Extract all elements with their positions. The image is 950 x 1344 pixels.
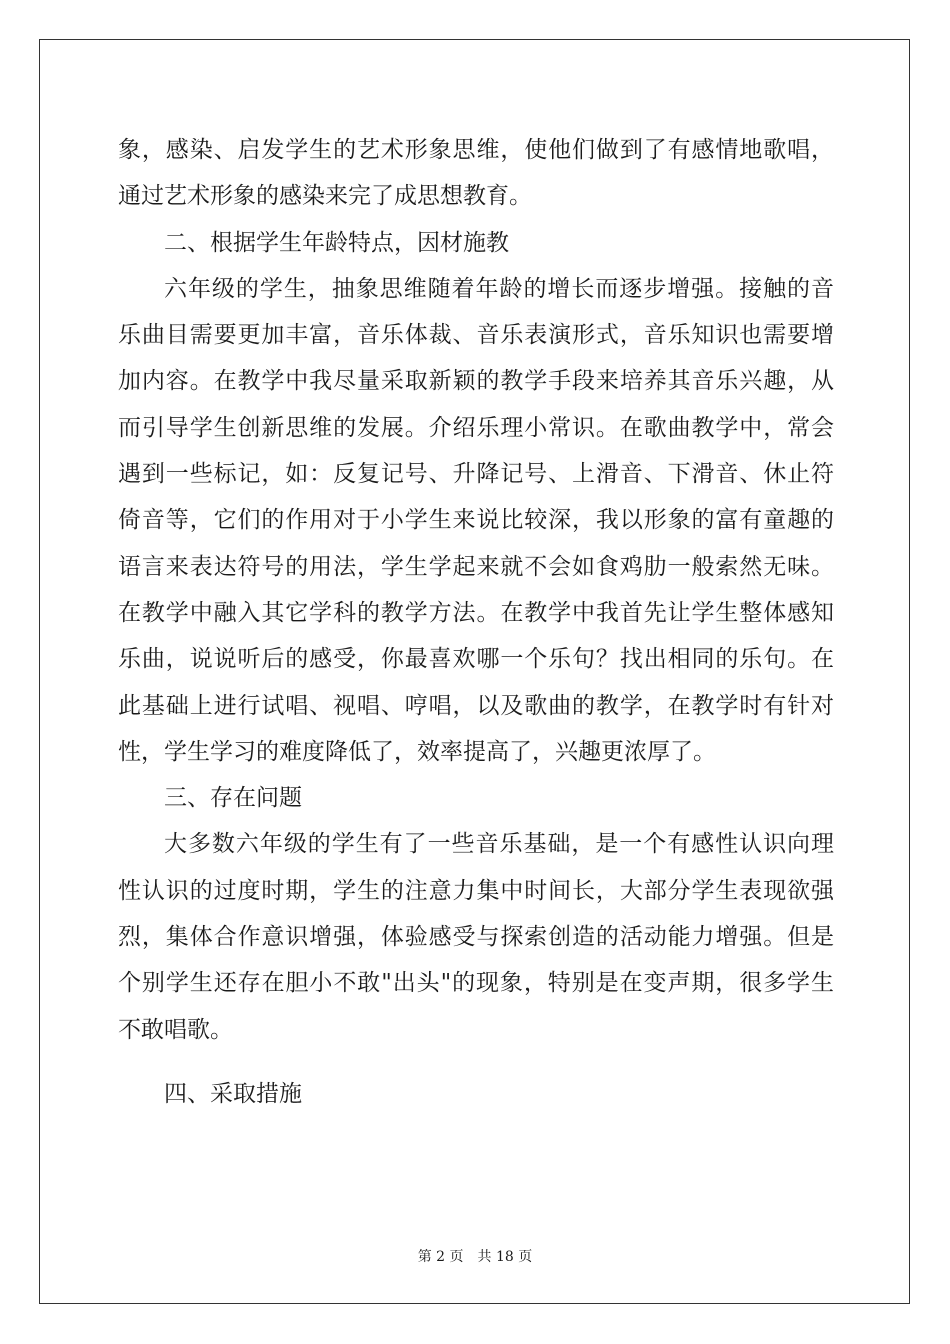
section-heading: 二、根据学生年龄特点，因材施教 (164, 229, 509, 256)
page-footer (0, 1246, 950, 1266)
section-heading: 四、采取措施 (164, 1080, 302, 1107)
page-total: 共 18 页 (477, 1249, 533, 1265)
text-line: 遇到一些标记，如：反复记号、升降记号、上滑音、下滑音、休止符 (118, 461, 834, 488)
page-number: 第 2 页 (417, 1249, 464, 1265)
text-line: 语言来表达符号的用法，学生学起来就不会如食鸡肋一般索然无味。 (118, 553, 834, 580)
document-body (118, 127, 834, 1117)
text-line: 通过艺术形象的感染来完了成思想教育。 (118, 183, 532, 210)
text-line: 加内容。在教学中我尽量采取新颖的教学手段来培养其音乐兴趣，从 (118, 368, 834, 395)
text-line: 在教学中融入其它学科的教学方法。在教学中我首先让学生整体感知 (118, 599, 834, 626)
text-line: 性，学生学习的难度降低了，效率提高了，兴趣更浓厚了。 (118, 738, 716, 765)
text-line: 乐曲，说说听后的感受，你最喜欢哪一个乐句？找出相同的乐句。在 (118, 646, 834, 673)
section-heading: 三、存在问题 (164, 785, 302, 812)
text-line: 六年级的学生，抽象思维随着年龄的增长而逐步增强。接触的音 (164, 275, 834, 302)
blank-line (118, 1053, 834, 1071)
text-line: 而引导学生创新思维的发展。介绍乐理小常识。在歌曲教学中，常会 (118, 414, 834, 441)
text-line: 倚音等，它们的作用对于小学生来说比较深，我以形象的富有童趣的 (118, 507, 834, 534)
text-line: 性认识的过度时期，学生的注意力集中时间长，大部分学生表现欲强 (118, 877, 834, 904)
text-line: 大多数六年级的学生有了一些音乐基础，是一个有感性认识向理 (164, 831, 834, 858)
text-line: 此基础上进行试唱、视唱、哼唱，以及歌曲的教学，在教学时有针对 (118, 692, 834, 719)
text-line: 象，感染、启发学生的艺术形象思维，使他们做到了有感情地歌唱， (118, 137, 834, 163)
text-line: 烈，集体合作意识增强，体验感受与探索创造的活动能力增强。但是 (118, 924, 834, 951)
text-line: 乐曲目需要更加丰富，音乐体裁、音乐表演形式，音乐知识也需要增 (118, 322, 834, 349)
text-line: 不敢唱歌。 (118, 1016, 233, 1043)
text-line: 个别学生还存在胆小不敢"出头"的现象，特别是在变声期，很多学生 (118, 970, 834, 997)
